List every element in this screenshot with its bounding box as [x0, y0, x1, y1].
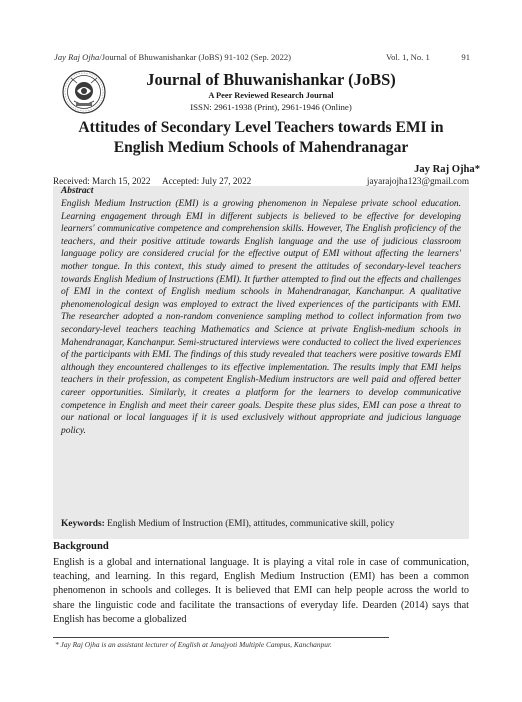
journal-masthead: [140, 70, 402, 113]
article-dates: [53, 176, 251, 186]
article-title-line1: Attitudes of Secondary Level Teachers towards EMI in: [78, 119, 444, 136]
journal-issn: ISSN: 2961-1938 (Print), 2961-1946 (Online): [190, 102, 352, 112]
author-footnote: * Jay Raj Ojha is an assistant lecturer of English at Janajyoti Multiple Campus, Kanchanpur.: [55, 640, 332, 649]
article-author: Jay Raj Ojha*: [414, 164, 480, 175]
keywords-label: Keywords:: [61, 519, 105, 529]
abstract-heading: Abstract: [61, 186, 94, 196]
accepted-date: Accepted: July 27, 2022: [161, 176, 252, 186]
abstract-text: English Medium Instruction (EMI) is a growing phenomenon in Nepalese private school education. Learning engagement through EMI in different subjects is believed to be effective for developing learners' communicative competence and comprehension skills. However, The English proficiency of the teachers, and their positive attitude towards English language and the use of judicious classroom language policy are considered crucial for the effective output of EMI without affecting the learners' mother tongue. In this context, this study aimed to present the attitudes of secondary-level teachers towards English Medium of Instructions (EMI). It further attempted to find out the effects and challenges of EMI in the context of English medium schools in Mahendranagar, Kanchanpur. A qualitative phenomenological design was employed to extract the lived experiences of the participants with EMI. The researcher adopted a non-random convenience sampling method to collect information from two secondary-level teachers teaching Mathematics and Science at private English-medium schools in Mahendranagar, Kanchanpur. Semi-structured interviews were conducted to collect the lived experiences of the participants with EMI. The findings of this study revealed that teachers were positive towards EMI although they encountered challenges to its effective implementation. The results imply that EMI helps teachers in their profession, as competent English-Medium instructors are well paid and offered better career opportunities. Similarly, it creates a platform for the learners to develop communicative competence in English and meet their career goals. Despite these plus sides, EMI can pose a threat to our national or local languages if it is used exclusively without appropriate and judicious language policy.: [61, 199, 461, 436]
article-title-line2: English Medium Schools of Mahendranagar: [113, 139, 409, 156]
running-head-volume: Vol. 1, No. 1: [386, 52, 430, 62]
footnote-divider: [53, 637, 389, 638]
journal-logo-seal: [62, 70, 106, 114]
journal-tagline: A Peer Reviewed Research Journal: [208, 91, 334, 100]
abstract-box: [53, 186, 469, 539]
received-date: Received: March 15, 2022: [53, 176, 151, 186]
article-title: [40, 118, 482, 158]
page-number: 91: [461, 52, 470, 62]
background-paragraph: English is a global and international language. It is playing a vital role in case of communication, teaching, and learning. In this regard, English Medium Instruction (EMI) has been a common phenomenon in schools and colleges. It is believed that EMI can help people across the world to share the linguistic code and facilitate the transactions of everyday life. Dearden (2014) says that English has become a globalized: [53, 557, 469, 625]
keywords: [61, 519, 469, 529]
background-heading: Background: [53, 541, 109, 552]
running-head-author: Jay Raj Ojha: [54, 52, 100, 62]
running-head-journal: /Journal of Bhuwanishankar (JoBS) 91-102 (Sep. 2022): [99, 52, 292, 62]
running-head-citation: [54, 52, 291, 62]
author-email[interactable]: jayarajojha123@gmail.com: [366, 176, 469, 186]
keywords-list: English Medium of Instruction (EMI), attitudes, communicative skill, policy: [107, 519, 395, 529]
journal-name: Journal of Bhuwanishankar (JoBS): [146, 70, 396, 89]
